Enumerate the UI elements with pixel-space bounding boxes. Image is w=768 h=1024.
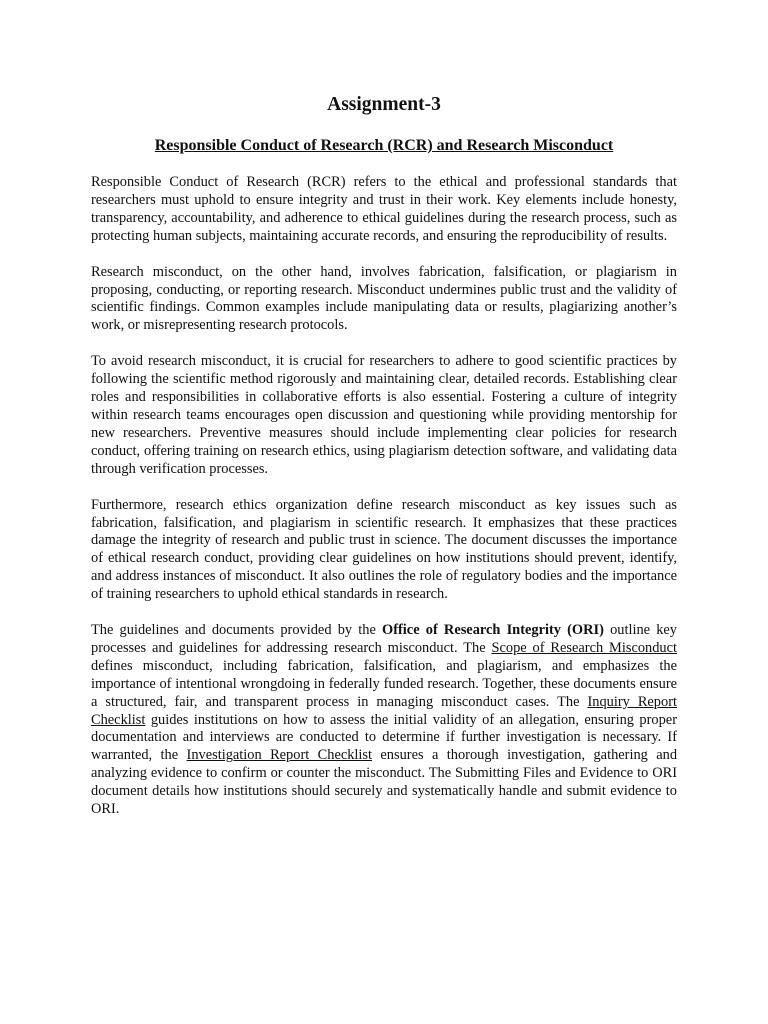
ori-bold-name: Office of Research Integrity (ORI) [382, 622, 604, 639]
paragraph-avoiding-misconduct: To avoid research misconduct, it is crucial for researchers to adhere to good scientific practices by following the scientific method rigorously and maintaining clear, detailed records. Establishing clear roles and responsibilities in collaborative efforts is also essential. Fostering a culture of integrity within research teams encourages open discussion and questioning while providing mentorship for new researchers. Preventive measures should include implementing clear policies for research conduct, offering training on research ethics, using plagiarism detection software, and validating data through verification processes. [91, 353, 677, 477]
link-scope-of-research-misconduct[interactable]: Scope of Research Misconduct [491, 639, 678, 656]
ori-text-2: outline key processes and guidelines for addressing research misconduct. The [91, 622, 677, 656]
paragraph-ori-guidelines [91, 622, 677, 819]
ori-text-1: The guidelines and documents provided by the [91, 622, 383, 639]
paragraph-misconduct-definition: Research misconduct, on the other hand, involves fabrication, falsification, or plagiarism in proposing, conducting, or reporting research. Misconduct undermines public trust and the validity of scientific findings. Common examples include manipulating data or results, plagiarizing another’s work, or misrepresenting research protocols. [91, 263, 677, 334]
ori-text-5: ensures a thorough investigation, gathering and analyzing evidence to confirm or counter the misconduct. The Submitting Files and Evidence to ORI document details how institutions should securely and systematically handle and submit evidence to ORI. [91, 747, 678, 818]
ori-text-3: defines misconduct, including fabrication, falsification, and plagiarism, and emphasizes the importance of intentional wrongdoing in federally funded research. Together, these documents ensure a structured, fair, and transparent process in managing misconduct cases. The [91, 657, 677, 710]
page-subtitle: Responsible Conduct of Research (RCR) and Research Misconduct [154, 137, 614, 154]
paragraph-rcr-definition: Responsible Conduct of Research (RCR) refers to the ethical and professional standards that researchers must uphold to ensure integrity and trust in their work. Key elements include honesty, transparency, accountability, and adherence to ethical guidelines during the research process, such as protecting human subjects, maintaining accurate records, and ensuring the reproducibility of results. [91, 174, 677, 244]
ori-text-4: guides institutions on how to assess the initial validity of an allegation, ensuring proper documentation and interviews are conducted to determine if further investigation is necessary. If warranted, the [91, 711, 677, 764]
paragraph-ethics-organization: Furthermore, research ethics organization define research misconduct as key issues such as fabrication, falsification, and plagiarism in scientific research. It emphasizes that these practices damage the integrity of research and public trust in science. The document discusses the importance of ethical research conduct, providing clear guidelines on how institutions should prevent, identify, and address instances of misconduct. It also outlines the role of regulatory bodies and the importance of training researchers to uphold ethical standards in research. [91, 496, 677, 603]
link-inquiry-report-checklist[interactable]: Inquiry Report Checklist [91, 693, 677, 728]
page-title: Assignment-3 [327, 94, 441, 115]
link-investigation-report-checklist[interactable]: Investigation Report Checklist [186, 747, 373, 764]
